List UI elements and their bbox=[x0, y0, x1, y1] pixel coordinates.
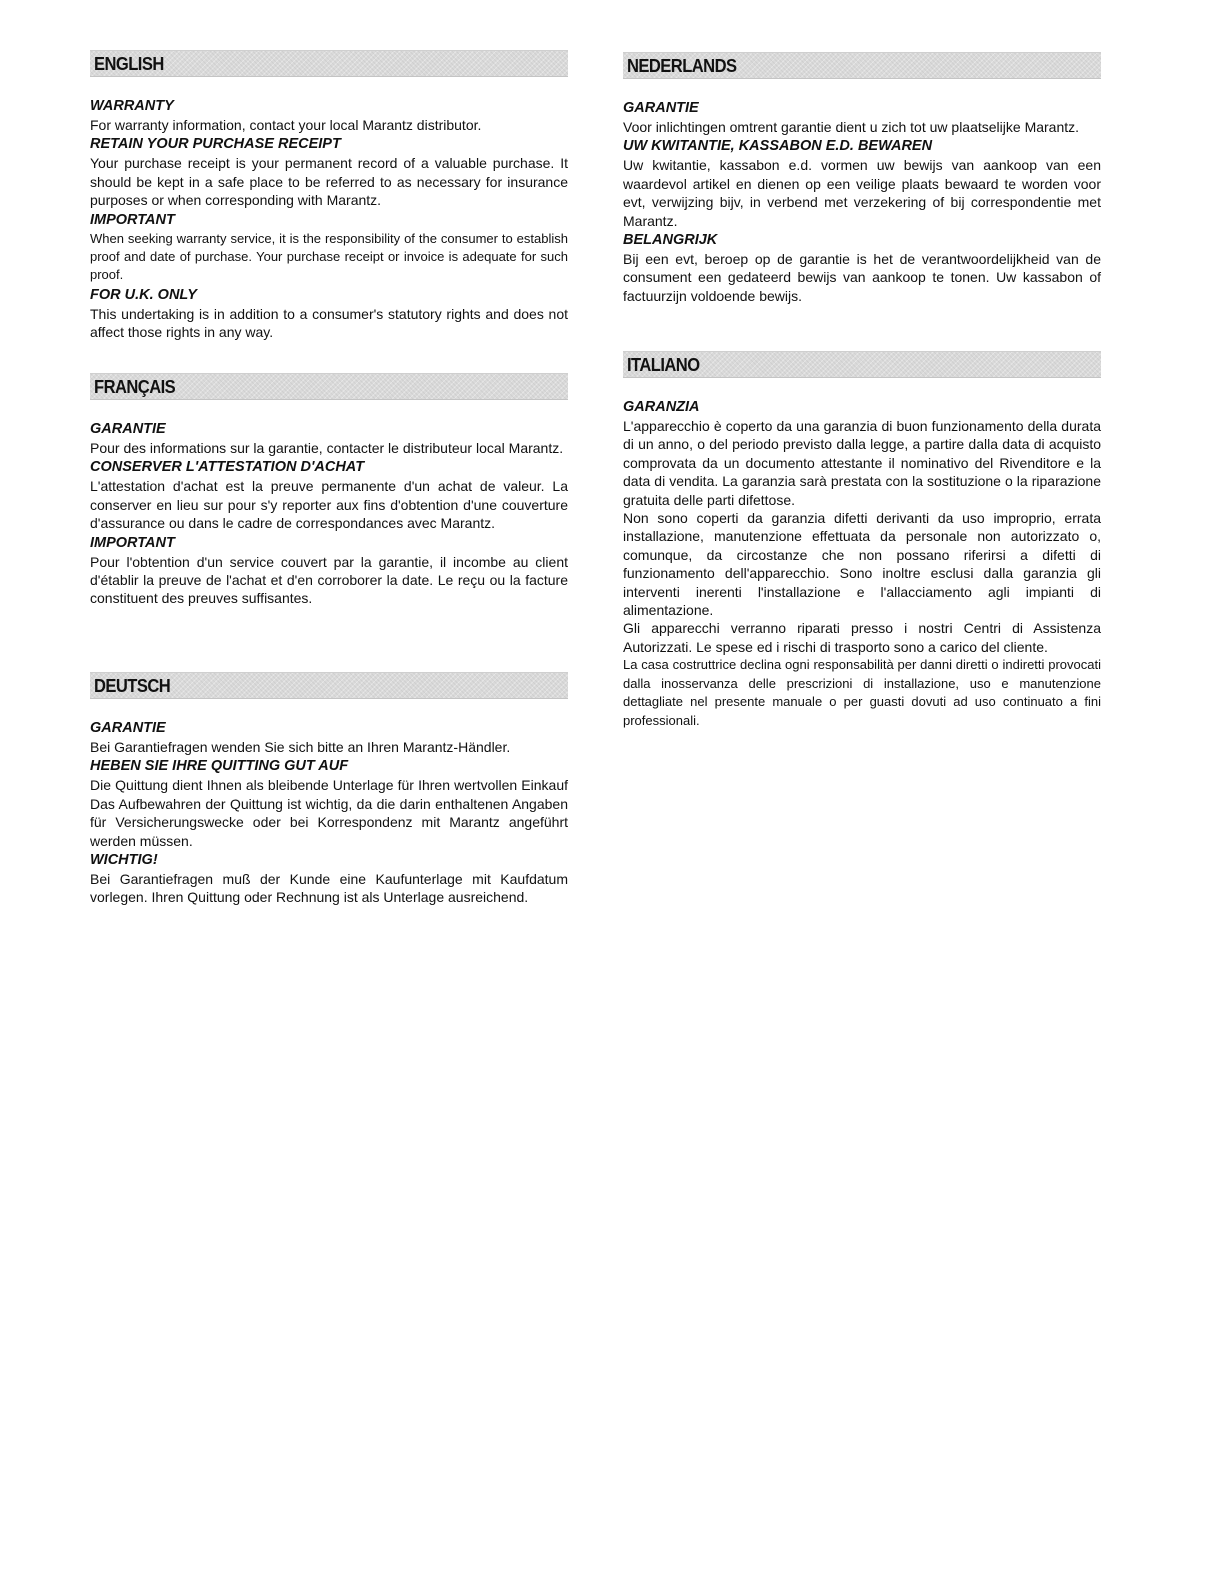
block-paragraph: Voor inlichtingen omtrent garantie dient u zich tot uw plaatselijke Marantz. bbox=[623, 119, 1080, 135]
block-title: BELANGRIJK bbox=[623, 232, 718, 249]
english-blocks bbox=[90, 97, 568, 342]
section-heading-english bbox=[90, 50, 568, 77]
section-heading-label: ITALIANO bbox=[627, 355, 700, 375]
section-heading-label: FRANÇAIS bbox=[94, 377, 176, 397]
block-title: FOR U.K. ONLY bbox=[90, 286, 197, 303]
kwitantie-block bbox=[623, 137, 1101, 230]
block-title: RETAIN YOUR PURCHASE RECEIPT bbox=[90, 136, 341, 153]
block-paragraph: Bei Garantiefragen wenden Sie sich bitte an Ihren Marantz-Händler. bbox=[90, 739, 511, 755]
block-title: IMPORTANT bbox=[90, 211, 175, 228]
block-paragraph: Gli apparecchi verranno riparati presso i nostri Centri di Assistenza Autorizzati. Le spese ed i rischi di trasporto sono a carico del cliente. bbox=[623, 620, 1101, 655]
block-paragraph: Uw kwitantie, kassabon e.d. vormen uw bewijs van aankoop van een waardevol artikel en dienen op een veilige plaats bewaard te worden voor evt, verwijzing bijv, in verbend met verzekering of bij correspondentie met Marantz. bbox=[623, 157, 1101, 229]
block-paragraph: Pour l'obtention d'un service couvert par la garantie, il incombe au client d'établir la preuve de l'achat et d'en corroborer la date. Le reçu ou la facture constituent des preuves suffisantes. bbox=[90, 553, 568, 607]
garanzia-block bbox=[623, 398, 1101, 730]
block-paragraph: Pour des informations sur la garantie, contacter le distributeur local Marantz. bbox=[90, 440, 564, 456]
warranty-block bbox=[90, 97, 568, 134]
block-title: GARANTIE bbox=[90, 720, 166, 736]
block-paragraph: L'attestation d'achat est la preuve permanente d'un achat de valeur. La conserver en lieu sur pour s'y reporter aux fins d'obtention d'une couverture d'assurance ou dans le cadre de correspondances avec Marantz. bbox=[90, 478, 568, 532]
retain-receipt-block bbox=[90, 135, 568, 209]
quittung-block bbox=[90, 757, 568, 850]
block-title: UW KWITANTIE, KASSABON E.D. BEWAREN bbox=[623, 138, 933, 155]
block-paragraph: Bei Garantiefragen muß der Kunde eine Kaufunterlage mit Kaufdatum vorlegen. Ihren Quittung oder Rechnung ist als Unterlage ausreichend. bbox=[90, 871, 568, 906]
section-english bbox=[90, 50, 568, 342]
block-paragraph: Your purchase receipt is your permanent record of a valuable purchase. It should be kept in a safe place to be referred to as necessary for insurance purposes or when corresponding with Marantz. bbox=[90, 155, 568, 209]
block-paragraph: When seeking warranty service, it is the responsibility of the consumer to establish proof and date of purchase. Your purchase receipt or invoice is adequate for such proof. bbox=[90, 230, 568, 283]
block-paragraph: Non sono coperti da garanzia difetti derivanti da uso improprio, errata installazione, manutenzione effettuata da personale non autorizzato o, comunque, da circostanze che non possano riferirsi a difetti di funzionamento dell'apparecchio. Sono inoltre esclusi dalla garanzia gli interventi inerenti l'installazione e l'allacciamento agli impianti di alimentazione. bbox=[623, 510, 1101, 619]
section-italiano bbox=[623, 351, 1101, 730]
block-title: WARRANTY bbox=[90, 98, 174, 114]
deutsch-blocks bbox=[90, 719, 568, 907]
section-heading-label: DEUTSCH bbox=[94, 676, 171, 696]
block-title: GARANZIA bbox=[623, 399, 700, 415]
wichtig-block bbox=[90, 851, 568, 907]
block-paragraph: Bij een evt, beroep op de garantie is het de verantwoordelijkheid van de consument een gedateerd bewijs van aankoop te tonen. Uw kassabon of factuurzijn voldoende bewijs. bbox=[623, 251, 1101, 304]
block-paragraph: Die Quittung dient Ihnen als bleibende Unterlage für Ihren wertvollen Einkauf Das Aufbewahren der Quittung ist wichtig, da die darin enthaltenen Angaben für Versicherungswecke oder bei Korrespondenz mit Marantz angeführt werden müssen. bbox=[90, 777, 568, 849]
section-heading-label: NEDERLANDS bbox=[627, 56, 737, 76]
conserver-block bbox=[90, 458, 568, 532]
block-paragraph: La casa costruttrice declina ogni responsabilità per danni diretti o indiretti provocati dalla inosservanza delle prescrizioni di installazione, uso e manutenzione dettagliate nel presente manuale o per guasti dovuti ad uso continuato a fini professionali. bbox=[623, 657, 1101, 728]
block-paragraph: For warranty information, contact your local Marantz distributor. bbox=[90, 117, 482, 133]
garantie-block bbox=[623, 99, 1101, 136]
block-title: CONSERVER L'ATTESTATION D'ACHAT bbox=[90, 459, 365, 476]
important-block bbox=[90, 211, 568, 285]
block-title: WICHTIG! bbox=[90, 852, 158, 869]
section-heading-label: ENGLISH bbox=[94, 54, 164, 74]
section-deutsch bbox=[90, 672, 568, 907]
section-heading-italiano bbox=[623, 351, 1101, 378]
section-francais bbox=[90, 373, 568, 608]
section-heading-francais bbox=[90, 373, 568, 400]
nederlands-blocks bbox=[623, 99, 1101, 305]
block-paragraph: L'apparecchio è coperto da una garanzia di buon funzionamento della durata di un anno, o del periodo previsto dalla legge, a partire dalla data di acquisto comprovata da un documento attestante il nominativo del Rivenditore e la data di vendita. La garanzia sarà prestata con la sostituzione o la riparazione gratuita delle parti difettose. bbox=[623, 418, 1101, 508]
francais-blocks bbox=[90, 420, 568, 608]
important-block bbox=[90, 534, 568, 608]
belangrijk-block bbox=[623, 231, 1101, 305]
block-title: GARANTIE bbox=[90, 421, 166, 437]
block-title: IMPORTANT bbox=[90, 534, 175, 551]
italiano-blocks bbox=[623, 398, 1101, 730]
section-nederlands bbox=[623, 52, 1101, 305]
uk-only-block bbox=[90, 286, 568, 342]
garantie-block bbox=[90, 420, 568, 457]
section-heading-nederlands bbox=[623, 52, 1101, 79]
block-title: HEBEN SIE IHRE QUITTING GUT AUF bbox=[90, 758, 349, 775]
section-heading-deutsch bbox=[90, 672, 568, 699]
block-title: GARANTIE bbox=[623, 100, 699, 116]
block-paragraph: This undertaking is in addition to a consumer's statutory rights and does not affect those rights in any way. bbox=[90, 305, 568, 341]
garantie-block bbox=[90, 719, 568, 756]
